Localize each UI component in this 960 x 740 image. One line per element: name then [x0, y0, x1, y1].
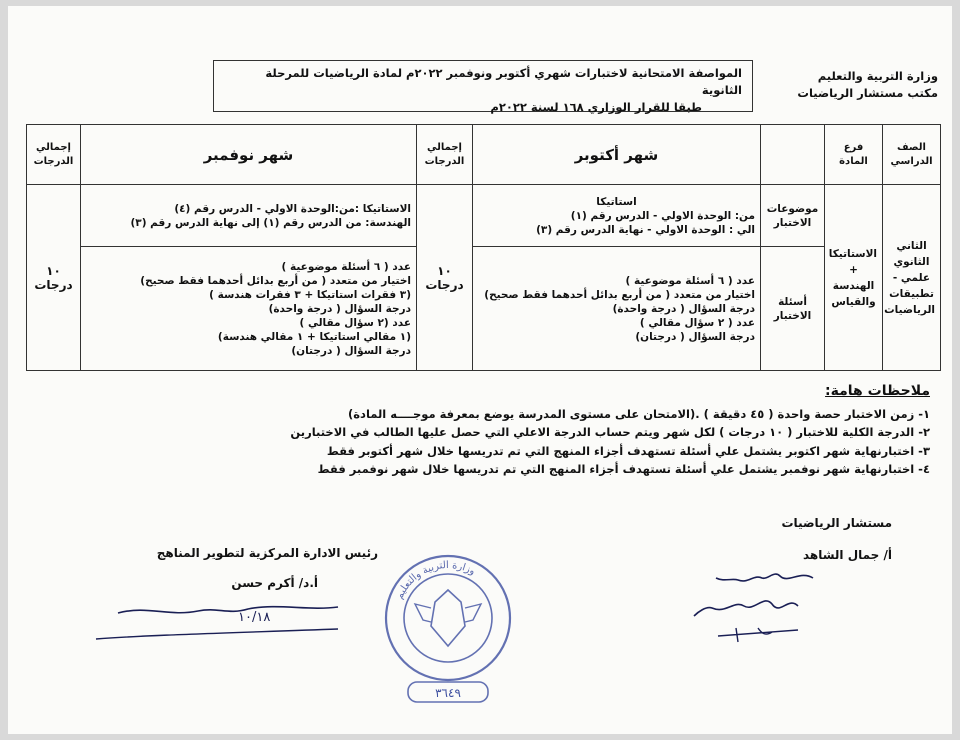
notes-section — [30, 382, 930, 479]
october-topic-from: من: الوحدة الاولي - الدرس رقم (١) — [570, 209, 755, 222]
document-page — [8, 6, 952, 734]
october-question-line: اختيار من متعدد ( من أربع بدائل أحدهما فقط صحيح) — [484, 288, 755, 301]
note-item: ٣- اختبارنهاية شهر اكتوبر يشتمل علي أسئلة تستهدف أجزاء المنهج التي تم تدريسها خلال شهر أكتوبر فقط — [326, 443, 930, 458]
november-question-line: (١ مقالي استاتيكا + ١ مقالي هندسة) — [217, 330, 411, 343]
november-topics — [81, 185, 417, 247]
stamp-number: ٣٦٤٩ — [435, 686, 461, 700]
november-questions — [81, 247, 417, 371]
october-topics — [473, 185, 761, 247]
note-item: ٢- الدرجة الكلية للاختبار ( ١٠ درجات ) لكل شهر ويتم حساب الدرجة الاعلي التي حصل عليها الطالب في الاختبارين — [290, 425, 930, 439]
director-handwritten-signature — [88, 591, 348, 651]
notes-title: ملاحظات هامة: — [825, 383, 930, 399]
october-total — [417, 185, 473, 371]
grade-cell: الثاني الثانوي علمي - تطبيقات الرياضيات — [883, 185, 941, 371]
branch-cell: الاستاتيكا + الهندسة والقياس — [825, 185, 883, 371]
header-grade: الصف الدراسي — [883, 125, 941, 185]
november-question-line: اختيار من متعدد ( من أربع بدائل أحدهما فقط صحيح) — [140, 274, 411, 287]
signature-advisor — [672, 511, 892, 567]
ministry-name: وزارة التربية والتعليم — [817, 69, 938, 83]
november-question-line: عدد ( ٦ أسئلة موضوعية ) — [281, 260, 411, 273]
title-line-1: المواصفة الامتحانية لاختبارات شهري أكتوبر ونوفمبر ٢٠٢٢م لمادة الرياضيات للمرحلة الثانوية — [265, 66, 742, 97]
questions-row — [27, 247, 941, 371]
row-label-topics: موضوعات الاختبار — [761, 185, 825, 247]
november-question-line: درجة السؤال ( درجة واحدة) — [268, 302, 411, 315]
november-total — [27, 185, 81, 371]
october-topic-to: الي : الوحدة الاولي - نهاية الدرس رقم (٣) — [536, 223, 755, 236]
header-october: شهر أكتوبر — [473, 125, 761, 185]
advisor-title: مستشار الرياضيات — [781, 516, 892, 530]
office-name: مكتب مستشار الرياضيات — [797, 86, 938, 100]
header-november-total: إجمالي الدرجات — [27, 125, 81, 185]
advisor-handwritten-signature — [688, 566, 828, 651]
advisor-name: أ/ جمال الشاهد — [802, 548, 892, 562]
november-topic-geometry: الهندسة: من الدرس رقم (١) إلى نهاية الدرس رقم (٣) — [130, 216, 411, 229]
note-item: ٤- اختبارنهاية شهر نوفمبر يشتمل علي أسئلة تستهدف أجزاء المنهج التي تم تدريسها خلال شهر نوفمبر فقط — [317, 462, 930, 476]
eagle-emblem-icon — [431, 590, 465, 646]
november-total-unit: درجات — [34, 277, 73, 292]
october-question-line: درجة السؤال ( درجتان) — [635, 330, 755, 343]
november-total-number: ١٠ — [46, 263, 61, 278]
title-line-2: طبقا للقرار الوزاري ١٦٨ لسنة ٢٠٢٢م — [490, 100, 702, 114]
header-branch: فرع المادة — [825, 125, 883, 185]
row-label-questions: أسئلة الاختبار — [761, 247, 825, 371]
official-stamp — [373, 546, 523, 706]
header-november: شهر نوفمبر — [81, 125, 417, 185]
october-question-line: عدد ( ٢ سؤال مقالي ) — [639, 316, 755, 329]
november-question-line: درجة السؤال ( درجتان) — [291, 344, 411, 357]
director-title: رئيس الادارة المركزية لتطوير المناهج — [156, 546, 378, 560]
october-question-line: عدد ( ٦ أسئلة موضوعية ) — [625, 274, 755, 287]
ministry-header — [763, 68, 938, 102]
director-handwritten-date: ١٠/١٨ — [238, 610, 271, 625]
spec-table — [26, 124, 941, 371]
november-question-line: (٣ فقرات استاتيكا + ٣ فقرات هندسة ) — [209, 288, 411, 301]
october-question-line: درجة السؤال ( درجة واحدة) — [612, 302, 755, 315]
note-item: ١- زمن الاختبار حصة واحدة ( ٤٥ دقيقة ) .(الامتحان على مستوى المدرسة يوضع بمعرفة موجــــه المادة) — [348, 406, 930, 421]
november-topic-statics: الاستاتيكا :من:الوحدة الاولي - الدرس رقم (٤) — [174, 202, 411, 215]
october-total-number: ١٠ — [437, 263, 452, 278]
topics-row — [27, 185, 941, 247]
signature-director — [98, 541, 378, 595]
stamp-text: وزارة التربية والتعليم — [394, 559, 477, 601]
document-title — [213, 60, 753, 112]
table-header-row — [27, 125, 941, 185]
october-topic-subject: استاتيكا — [596, 195, 637, 208]
svg-text:وزارة التربية والتعليم — [394, 560, 477, 601]
november-question-line: عدد (٢ سؤال مقالي ) — [299, 316, 411, 329]
header-october-total: إجمالي الدرجات — [417, 125, 473, 185]
director-name: أ.د/ أكرم حسن — [231, 576, 318, 590]
october-total-unit: درجات — [425, 277, 464, 292]
october-questions — [473, 247, 761, 371]
